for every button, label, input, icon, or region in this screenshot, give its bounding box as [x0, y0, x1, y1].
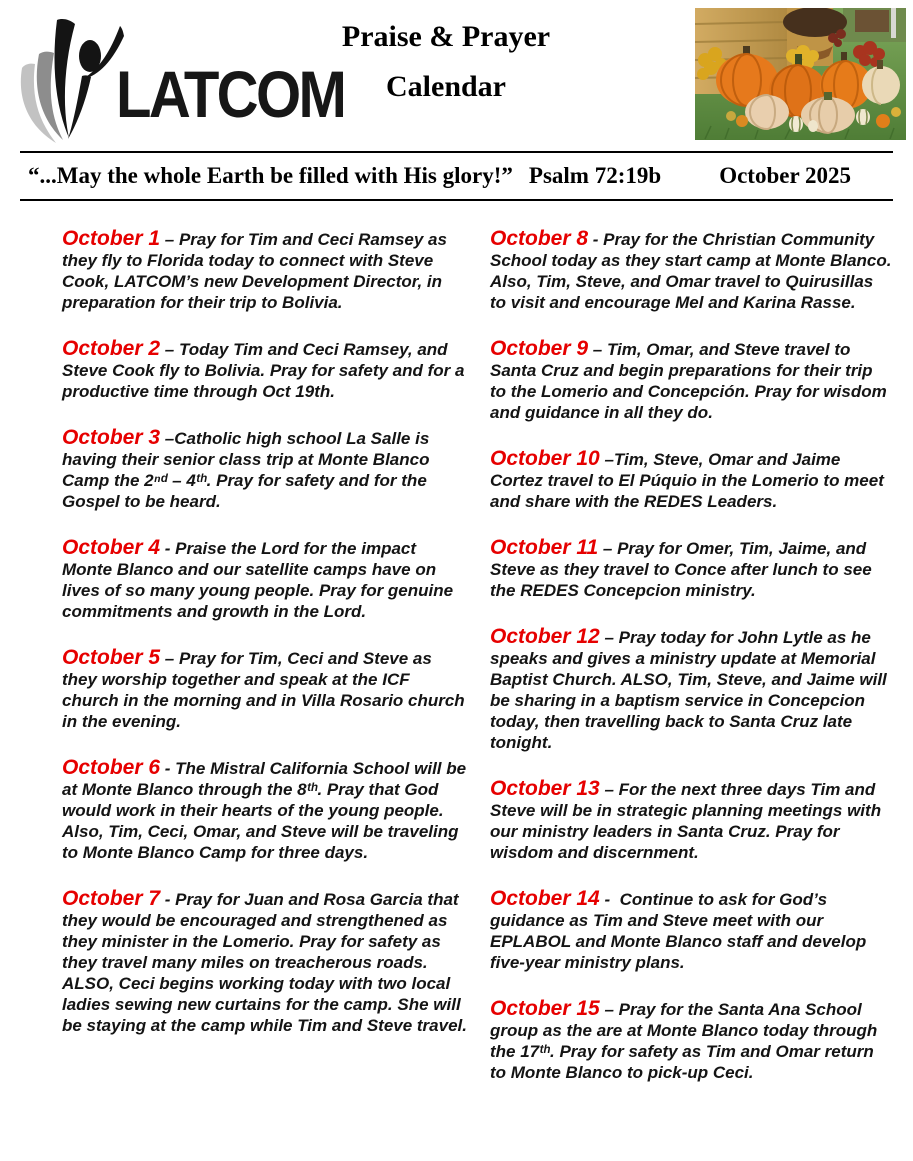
entry-text: Pray for Tim, Ceci and Steve as they worship together and speak at the ICF church in the morning and in Villa Rosario church in the evening.	[62, 649, 465, 731]
calendar-entry-oct9	[490, 338, 893, 423]
entry-date: October 3	[62, 426, 161, 449]
entry-date: October 13	[490, 777, 600, 800]
entry-date: October 12	[490, 625, 600, 648]
entry-separator: –	[599, 450, 614, 469]
entry-text: Pray for the Christian Community School today as they start camp at Monte Blanco. Also, Tim, Steve, and Omar travel to Quirusillas to visit and encourage Mel and Karina Rasse.	[490, 230, 892, 312]
entry-text: Today Tim and Ceci Ramsey, and Steve Cook fly to Bolivia. Pray for safety and for a productive time through Oct 19th.	[62, 340, 465, 401]
entry-date: October 5	[62, 646, 161, 669]
entry-text: Catholic high school La Salle is having their senior class trip at Monte Blanco Camp the 2ⁿᵈ – 4ᵗʰ. Pray for safety and for the Gospel to be heard.	[62, 429, 430, 511]
entry-date: October 7	[62, 887, 161, 910]
entry-date: October 11	[490, 536, 599, 559]
entry-date: October 8	[490, 227, 589, 250]
entry-separator: –	[160, 340, 179, 359]
entry-separator: –	[160, 429, 175, 448]
calendar-entry-oct3	[62, 427, 468, 512]
logo-figure-icon	[12, 6, 132, 146]
entry-date: October 6	[62, 756, 161, 779]
entry-separator: -	[160, 539, 176, 558]
verse-reference: Psalm 72:19b	[528, 163, 662, 188]
issue-date: October 2025	[719, 163, 851, 188]
pumpkins-photo	[695, 8, 906, 140]
calendar-entry-oct6	[62, 757, 468, 863]
entry-text: Pray today for John Lytle as he speaks and gives a ministry update at Memorial Baptist Church. ALSO, Tim, Steve, and Jaime will be sharing in a baptism service in Concepcion today, then travelling back to Santa Cruz late tonight.	[490, 628, 887, 752]
entry-date: October 4	[62, 536, 161, 559]
calendar-entry-oct10	[490, 448, 893, 512]
calendar-columns	[62, 228, 893, 1108]
entry-date: October 14	[490, 887, 600, 910]
entry-text: Praise the Lord for the impact Monte Blanco and our satellite camps have on lives of so many young people. Pray for genuine commitments and growth in the Lord.	[62, 539, 454, 621]
calendar-entry-oct11	[490, 537, 893, 601]
entry-separator: –	[599, 628, 619, 647]
verse-quote-group	[28, 163, 719, 189]
entry-separator: -	[160, 759, 176, 778]
calendar-entry-oct13	[490, 778, 893, 863]
calendar-entry-oct1	[62, 228, 468, 313]
verse-banner	[20, 151, 893, 201]
entry-separator: –	[599, 1000, 619, 1019]
verse-quote: “...May the whole Earth be filled with His glory!”	[28, 163, 513, 188]
entry-text: Pray for Omer, Tim, Jaime, and Steve as they travel to Conce after lunch to see the REDES Concepcion ministry.	[490, 539, 872, 600]
page-title	[313, 20, 579, 104]
entry-text: Tim, Omar, and Steve travel to Santa Cruz and begin preparations for their trip to the Lomerio and Concepción. Pray for wisdom and guidance in all they do.	[490, 340, 887, 422]
entry-text: Continue to ask for God’s guidance as Tim and Steve meet with our EPLABOL and Monte Blanco staff and develop five-year ministry plans.	[490, 890, 867, 972]
entry-separator: -	[588, 230, 604, 249]
entry-text: For the next three days Tim and Steve will be in strategic planning meetings with our ministry leaders in Santa Cruz. Pray for wisdom and discernment.	[490, 780, 882, 862]
entry-date: October 1	[62, 227, 161, 250]
entry-text: Pray for Juan and Rosa Garcia that they would be encouraged and strengthened as they minister in the Lomerio. Pray for safety as they travel many miles on treacherous roads. ALSO, Ceci begins working today with two local ladies sewing new curtains for the camp. She will be staying at the camp while Tim and Steve travel.	[62, 890, 467, 1035]
entry-separator: -	[160, 890, 176, 909]
right-column	[490, 228, 893, 1108]
entry-separator: –	[160, 649, 179, 668]
entry-date: October 2	[62, 337, 161, 360]
entry-separator: –	[588, 340, 607, 359]
entry-text: Tim, Steve, Omar and Jaime Cortez travel to El Púquio in the Lomerio to meet and share with the REDES Leaders.	[490, 450, 884, 511]
entry-text: Pray for the Santa Ana School group as the are at Monte Blanco today through the 17ᵗʰ. Pray for safety as Tim and Omar return to Monte Blanco to pick-up Ceci.	[490, 1000, 878, 1082]
calendar-entry-oct2	[62, 338, 468, 402]
entry-date: October 10	[490, 447, 600, 470]
entry-separator: –	[598, 539, 618, 558]
entry-text: The Mistral California School will be at Monte Blanco through the 8ᵗʰ. Pray that God would work in their hearts of the young people. Also, Tim, Ceci, Omar, and Steve will be traveling to Monte Blanco Camp for three days.	[62, 759, 467, 862]
page-title-line2: Calendar	[386, 70, 506, 103]
pumpkins-photo-image	[695, 8, 906, 140]
entry-date: October 9	[490, 337, 589, 360]
entry-separator: –	[160, 230, 179, 249]
calendar-entry-oct8	[490, 228, 893, 313]
entry-date: October 15	[490, 997, 600, 1020]
calendar-entry-oct5	[62, 647, 468, 732]
calendar-entry-oct4	[62, 537, 468, 622]
logo-wordmark: LATCOM	[116, 57, 345, 131]
entry-text: Pray for Tim and Ceci Ramsey as they fly to Florida today to connect with Steve Cook, LATCOM’s new Development Director, in preparation for their trip to Bolivia.	[62, 230, 447, 312]
left-column	[62, 228, 468, 1108]
calendar-entry-oct14	[490, 888, 893, 973]
entry-separator: -	[599, 890, 620, 909]
calendar-entry-oct12	[490, 626, 893, 753]
calendar-entry-oct15	[490, 998, 893, 1083]
calendar-entry-oct7	[62, 888, 468, 1036]
entry-separator: –	[599, 780, 619, 799]
page-title-line1: Praise & Prayer	[341, 20, 551, 53]
